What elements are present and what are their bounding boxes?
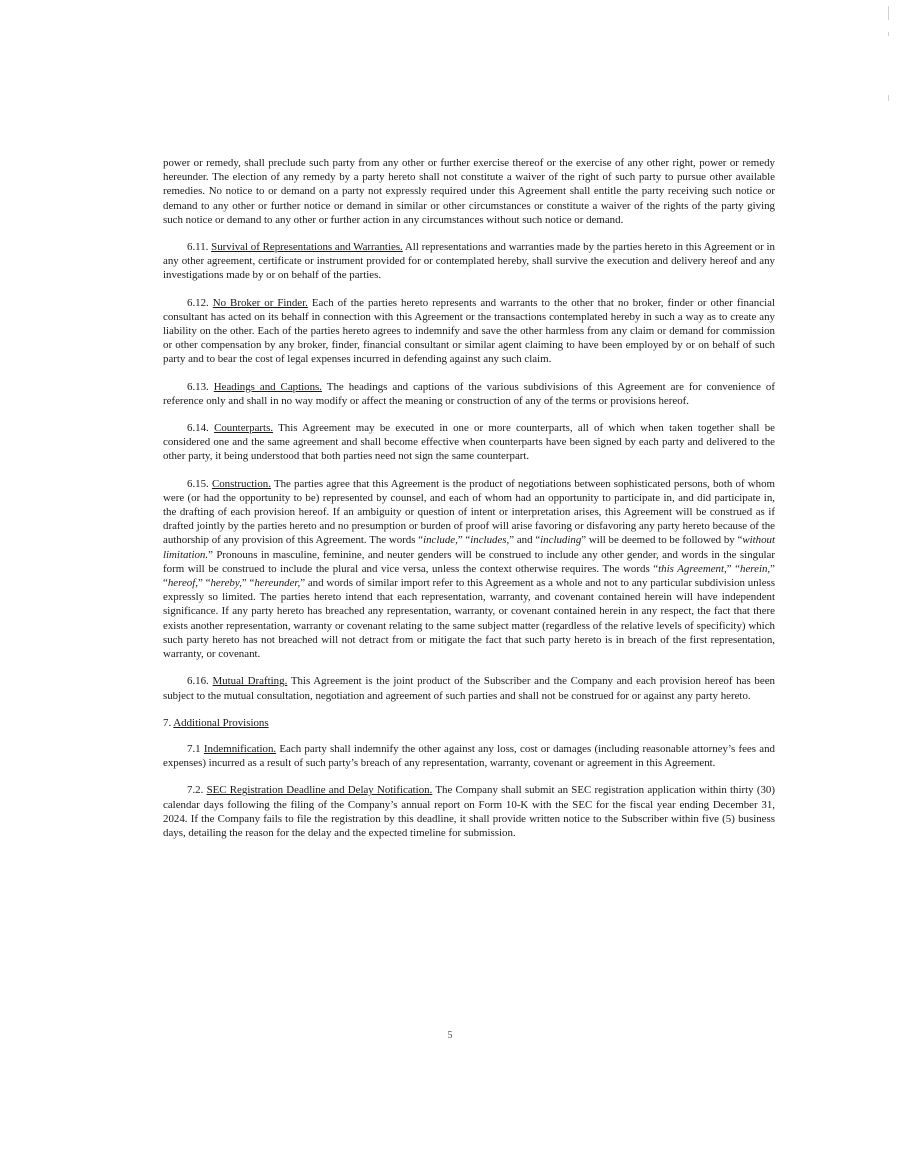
paragraph-body: This Agreement is the joint product of the Subscriber and the Company and each provision hereof has been subject to the mutual consultation, negotiation and agreement of such parties and shall not be construed for or against any party hereto. [163,675,775,702]
scan-edge-mark [888,6,889,20]
paragraph-body: Each of the parties hereto represents and warrants to the other that no broker, finder or other financial consultant has acted on its behalf in connection with this Agreement or the transactions contemplated hereby in such a way as to create any liability on the other. Each of the parties hereto agrees to indemnify and save the other harmless from any claim or demand for commission or other compensation by any broker, finder, financial consultant or similar agent claiming to have been employed by or on behalf of such party and to bear the cost of legal expenses incurred in defending against any such claim. [163,296,775,366]
section-title: Headings and Captions. [213,380,323,393]
defined-term: herein, [740,562,771,575]
body-text: ” “ [457,534,471,547]
paragraph-6-11 [163,240,775,283]
body-text: The parties agree that this Agreement is the product of negotiations between sophisticated persons, both of whom were (or had the opportunity to be) represented by counsel, and each of whom had an opportunity to participate in, and did participate in, the drafting of each provision hereof. If an ambiguity or question of intent or interpretation arises, this Agreement will be construed as if drafted jointly by the parties hereto and no presumption or burden of proof will arise favoring or disfavoring any party hereto because of the authorship of any provision of this Agreement. The words “ [163,477,775,547]
paragraph-6-13 [163,380,775,408]
defined-term: hereunder, [254,577,301,590]
section-number: 7. [163,716,172,729]
paragraph-body: This Agreement may be executed in one or more counterparts, all of which when taken together shall be considered one and the same agreement and shall become effective when counterparts have been signed by each party and delivered to the other party, it being understood that both parties need not sign the same counterpart. [163,422,775,463]
section-number: 7.1 [187,742,201,755]
paragraph-6-15 [163,477,775,662]
defined-term: including [540,534,582,547]
body-text: ” “ [241,577,255,590]
section-number: 6.16. [187,675,209,688]
paragraph-body [163,478,775,660]
section-number: 6.11. [187,241,209,254]
body-text: ” will be deemed to be followed by “ [581,534,743,547]
body-text: ” “ [163,562,775,590]
section-title: Counterparts. [214,422,274,435]
paragraph-6-12 [163,296,775,367]
defined-term: this Agreement, [658,562,727,575]
section-title: No Broker or Finder. [212,296,308,309]
paragraph-6-10-continued [163,156,775,227]
section-title: Mutual Drafting. [212,675,288,688]
defined-term: hereof, [167,577,198,590]
body-text: ” and “ [509,534,541,547]
defined-term: includes, [470,534,510,547]
scan-edge-mark [888,32,889,36]
paragraph-body: The Company shall submit an SEC registration application within thirty (30) calendar days following the filing of the Company’s annual report on Form 10-K with the SEC for the fiscal year ending December 31, 2024. If the Company fails to file the registration by this deadline, it shall provide written notice to the Subscriber within five (5) business days, detailing the reason for the delay and the expected timeline for submission. [163,784,775,839]
section-title: Additional Provisions [173,716,269,729]
paragraph-7-1 [163,742,775,770]
defined-term: hereby, [210,577,242,590]
section-number: 6.14. [187,422,209,435]
section-7-heading [163,716,775,730]
paragraph-body: The headings and captions of the various subdivisions of this Agreement are for convenience of reference only and shall in no way modify or affect the meaning or construction of any of the terms or provisions hereof. [163,380,776,407]
section-number: 7.2. [187,784,204,797]
scan-edge-mark [888,95,889,101]
paragraph-7-2 [163,783,775,840]
document-body [163,156,775,853]
defined-term: include, [423,534,458,547]
paragraph-6-14 [163,421,775,464]
section-title: Construction. [211,477,271,490]
defined-term: without limitation. [163,534,775,561]
page-number: 5 [447,1030,453,1041]
section-number: 6.13. [187,380,209,393]
paragraph-body: All representations and warranties made by the parties hereto in this Agreement or in any other agreement, certificate or instrument provided for or contemplated hereby, shall survive the execution and delivery hereof and any investigations made by or on behalf of the parties. [163,241,775,282]
paragraph-body: power or remedy, shall preclude such party from any other or further exercise thereof or the exercise of any other right, power or remedy hereunder. The election of any remedy by a party hereto shall not constitute a waiver of the right of such party to pursue other available remedies. No notice to or demand on a party not expressly required under this Agreement shall entitle the party receiving such notice or demand to any other or further notice or demand in similar or other circumstances or constitute a waiver of the rights of the party giving such notice or demand to any other or further action in any circumstances without such notice or demand. [163,157,775,226]
body-text: ” Pronouns in masculine, feminine, and neuter genders will be construed to include any other gender, and words in the singular form will be construed to include the plural and vice versa, unless the context otherwise requires. The words “ [163,548,775,575]
section-title: SEC Registration Deadline and Delay Notification. [206,784,433,797]
section-title: Survival of Representations and Warranties. [211,241,403,254]
body-text: ” “ [197,577,211,590]
paragraph-6-16 [163,674,775,702]
section-number: 6.15. [187,477,209,490]
body-text: ” “ [726,562,741,575]
body-text: ” and words of similar import refer to this Agreement as a whole and not to any particular subdivision unless expressly so limited. The parties hereto intend that each representation, warranty, and covenant contained herein will have independent significance. If any party hereto has breached any representation, warranty, or covenant contained herein in any respect, the fact that there exists another representation, warranty or covenant relating to the same subject matter (regardless of the relative levels of specificity) which such party hereto has not breached will not detract from or mitigate the fact that such party hereto is in breach of the first representation, warranty, or covenant. [163,577,776,661]
paragraph-body: Each party shall indemnify the other against any loss, cost or damages (including reasonable attorney’s fees and expenses) incurred as a result of such party’s breach of any representation, warranty, covenant or agreement in this Agreement. [163,742,775,770]
section-title: Indemnification. [203,742,277,755]
section-number: 6.12. [187,296,209,309]
